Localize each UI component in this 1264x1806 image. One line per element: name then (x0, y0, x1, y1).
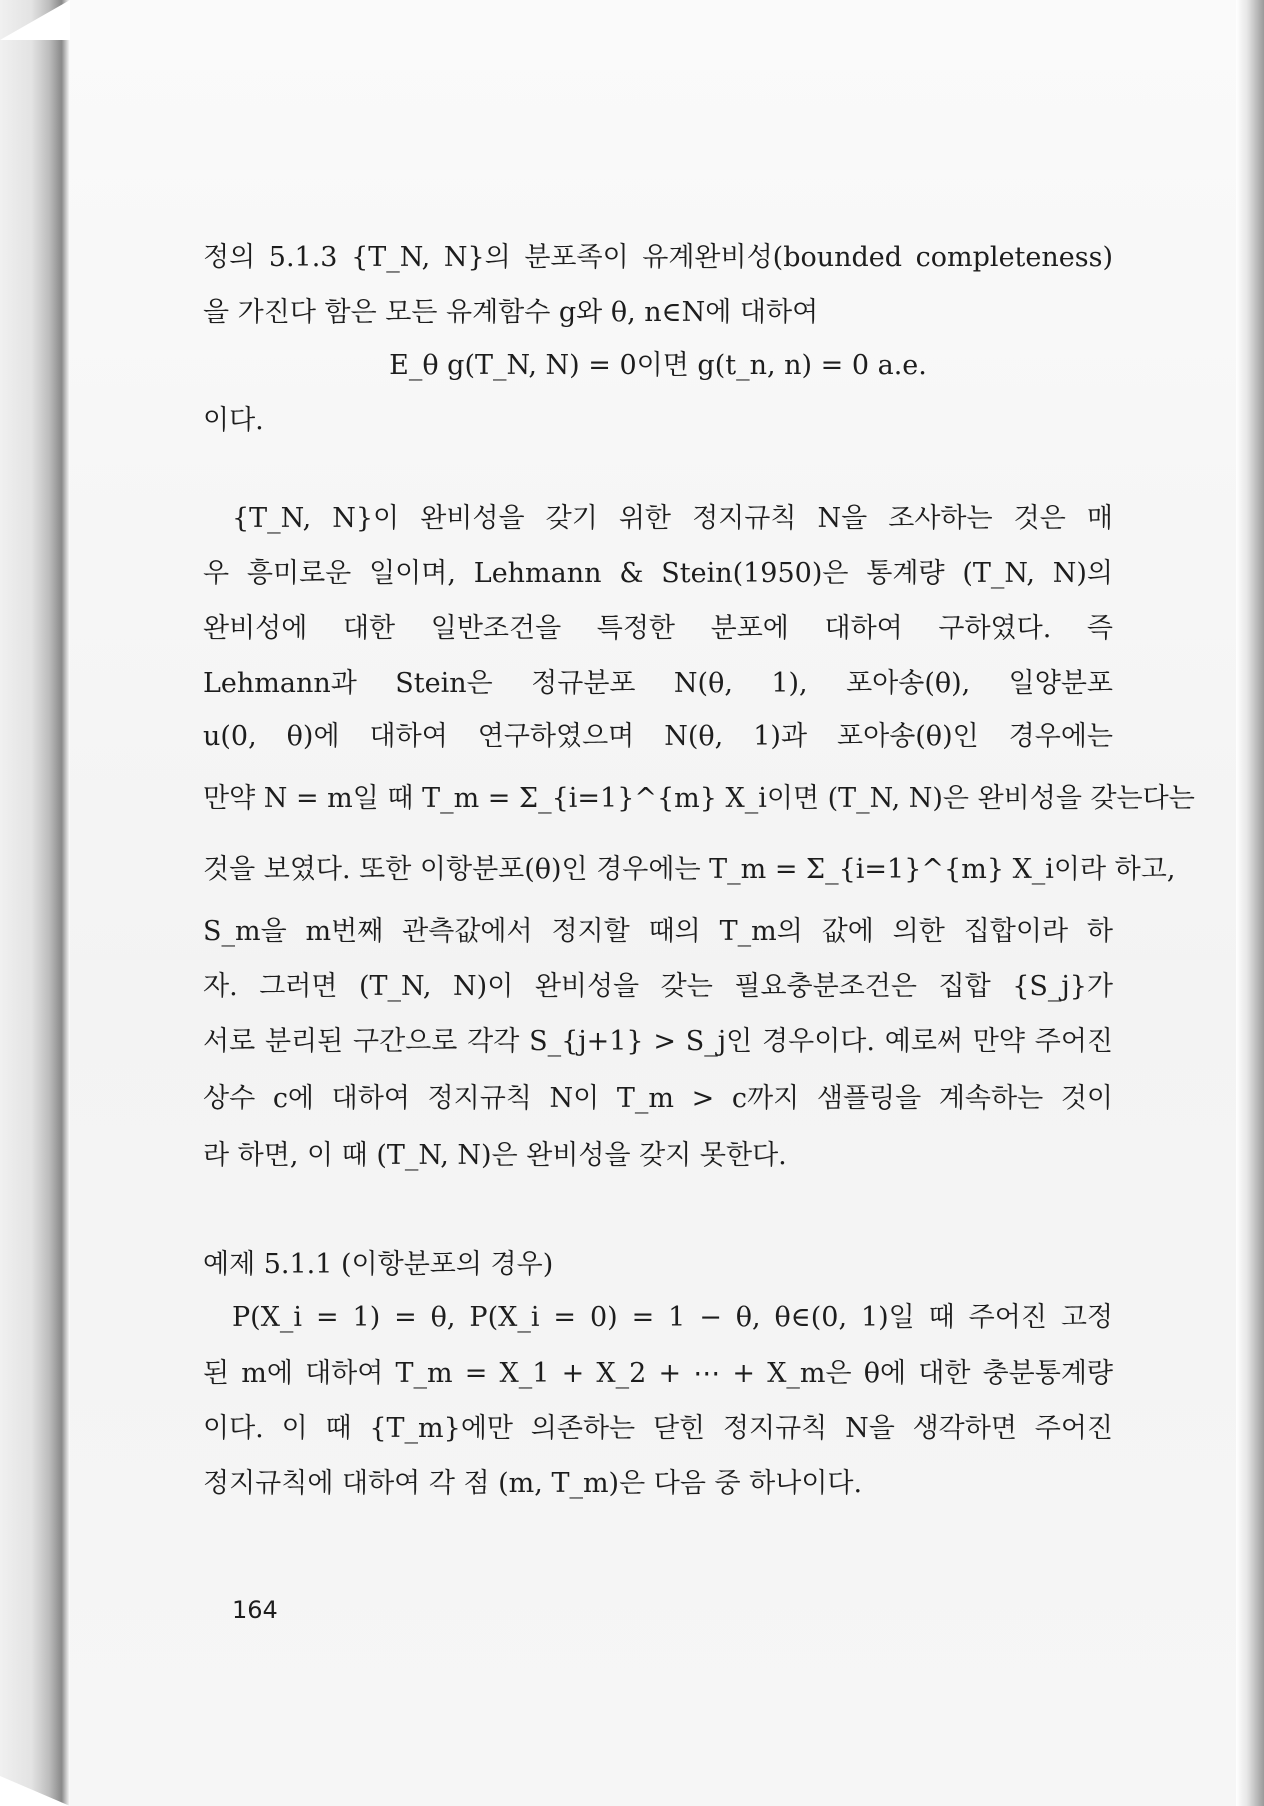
paragraph-line-4: Lehmann과 Stein은 정규분포 N(θ, 1), 포아송(θ), 일양분포 (203, 668, 1113, 699)
paragraph-line-6: 만약 N = m일 때 T_m = Σ_{i=1}^{m} X_i이면 (T_N, N)은 완비성을 갖는다는 (203, 783, 1195, 814)
example-line-2: 된 m에 대하여 T_m = X_1 + X_2 + ⋯ + X_m은 θ에 대한 충분통계량 (203, 1358, 1113, 1389)
paragraph-line-10: 서로 분리된 구간으로 각각 S_{j+1} > S_j인 경우이다. 예로써 만약 주어진 (203, 1026, 1113, 1057)
example-title: 예제 5.1.1 (이항분포의 경우) (203, 1249, 554, 1280)
example-line-1: P(X_i = 1) = θ, P(X_i = 0) = 1 − θ, θ∈(0, 1)일 때 주어진 고정 (232, 1302, 1113, 1333)
paragraph-line-9: 자. 그러면 (T_N, N)이 완비성을 갖는 필요충분조건은 집합 {S_j}가 (203, 971, 1113, 1002)
paragraph-line-2: 우 흥미로운 일이며, Lehmann & Stein(1950)은 통계량 (T_N, N)의 (203, 558, 1113, 589)
paragraph-line-12: 라 하면, 이 때 (T_N, N)은 완비성을 갖지 못한다. (203, 1140, 787, 1171)
paragraph-line-8: S_m을 m번째 관측값에서 정지할 때의 T_m의 값에 의한 집합이라 하 (203, 916, 1113, 947)
definition-line-1: 정의 5.1.3 {T_N, N}의 분포족이 유계완비성(bounded completeness) (203, 242, 1113, 273)
definition-formula: E_θ g(T_N, N) = 0이면 g(t_n, n) = 0 a.e. (389, 350, 927, 381)
paragraph-line-5: u(0, θ)에 대하여 연구하였으며 N(θ, 1)과 포아송(θ)인 경우에는 (203, 721, 1113, 752)
definition-line-3: 이다. (203, 405, 264, 436)
paragraph-line-3: 완비성에 대한 일반조건을 특정한 분포에 대하여 구하였다. 즉 (203, 613, 1113, 644)
example-line-4: 정지규칙에 대하여 각 점 (m, T_m)은 다음 중 하나이다. (203, 1468, 863, 1499)
book-spine (0, 0, 70, 1806)
definition-line-2: 을 가진다 함은 모든 유계함수 g와 θ, n∈N에 대하여 (203, 297, 819, 328)
paragraph-line-1: {T_N, N}이 완비성을 갖기 위한 정지규칙 N을 조사하는 것은 매 (232, 503, 1113, 534)
paragraph-line-11: 상수 c에 대하여 정지규칙 N이 T_m > c까지 샘플링을 계속하는 것이 (203, 1083, 1113, 1114)
paragraph-line-7: 것을 보였다. 또한 이항분포(θ)인 경우에는 T_m = Σ_{i=1}^{m} X_i이라 하고, (203, 854, 1176, 885)
page-right-edge (1236, 0, 1264, 1806)
page-number: 164 (232, 1596, 278, 1624)
example-line-3: 이다. 이 때 {T_m}에만 의존하는 닫힌 정지규칙 N을 생각하면 주어진 (203, 1413, 1113, 1444)
